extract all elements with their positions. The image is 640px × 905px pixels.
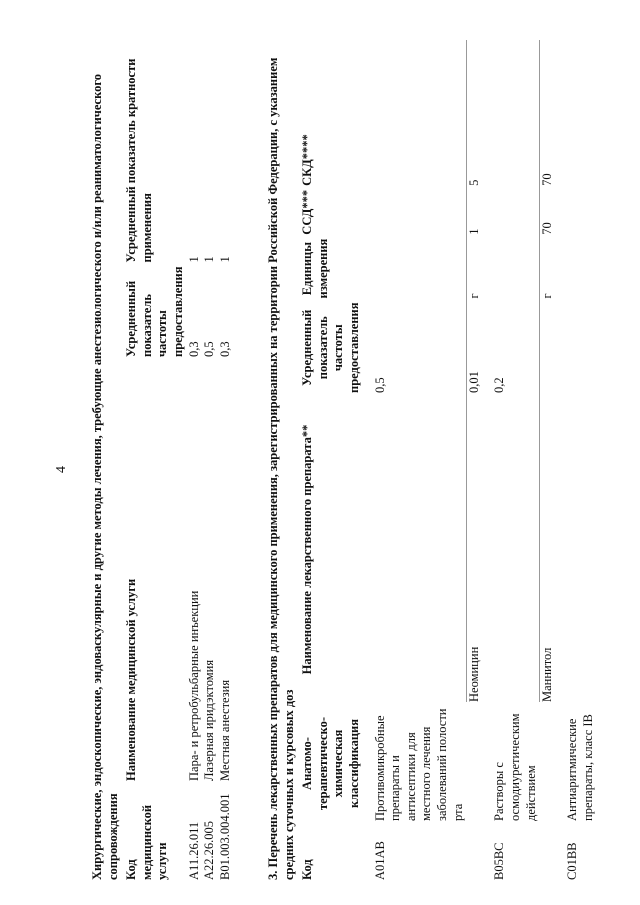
service-code: A22.26.005 — [202, 820, 217, 880]
header-multiplicity: Усредненный показатель кратности применения — [124, 58, 154, 263]
service-multiplicity: 1 — [202, 256, 217, 263]
service-name: Лазерная иридэктомия — [202, 659, 217, 781]
drug-name — [363, 393, 467, 702]
table-row — [218, 40, 234, 880]
drugs-table — [300, 40, 597, 880]
section1-title: Хирургические, эндоскопические, эндоваскулярные и другие методы лечения, требующие анестезиологического и/или реаниматологического сопровождения — [90, 74, 120, 880]
drug-code: A01AB — [372, 841, 387, 880]
header-unit: Единицы измерения — [300, 238, 330, 299]
drug-code: C01BB — [565, 842, 580, 880]
header-name: Наименование медицинской услуги — [124, 578, 138, 781]
service-code: A11.26.011 — [186, 821, 201, 880]
service-frequency: 0,3 — [217, 341, 232, 357]
header-atc: Анатомо-терапевтическо-химическая классификация — [300, 717, 361, 811]
service-name: Пара- и ретробульбарные инъекции — [186, 590, 201, 781]
services-table — [124, 40, 233, 880]
drug-ssd — [363, 186, 467, 235]
drug-ssd: 70 — [539, 186, 555, 235]
drug-unit: г — [539, 235, 555, 299]
drug-code: B05BC — [492, 842, 507, 880]
service-code: B01.003.004.001 — [217, 793, 232, 880]
drug-frequency: 0,5 — [372, 377, 387, 393]
table-row — [539, 40, 555, 880]
drug-name: Неомицин — [466, 393, 482, 702]
service-multiplicity: 1 — [217, 256, 232, 263]
drug-atc: Противомикробные препараты и антисептики для местного лечения заболеваний полости рта — [372, 708, 465, 821]
table-row — [202, 40, 218, 880]
document-body — [90, 40, 640, 880]
drug-unit — [363, 235, 467, 299]
service-frequency: 0,3 — [186, 341, 201, 357]
drug-frequency: 0,01 — [466, 298, 482, 393]
drug-name: Маннитол — [539, 393, 555, 702]
table-row — [363, 40, 467, 880]
service-name: Местная анестезия — [217, 679, 232, 781]
drug-atc: Антиаритмические препараты, класс IB — [565, 714, 595, 821]
drug-code — [539, 821, 555, 880]
table-row — [187, 40, 203, 880]
drug-skd — [363, 40, 467, 186]
table-header-row — [124, 40, 187, 880]
section3-title: 3. Перечень лекарственных препаратов для медицинского применения, зарегистрированных на территории Российской Федерации, с указанием средних суточных и курсовых доз — [266, 57, 296, 880]
drug-skd: 5 — [466, 40, 482, 186]
drug-unit — [555, 235, 596, 299]
header-code: Код медицинской услуги — [124, 804, 170, 880]
page-number: 4 — [54, 466, 69, 473]
service-frequency: 0,5 — [202, 341, 217, 357]
drug-ssd — [555, 186, 596, 235]
drug-skd: 70 — [539, 40, 555, 186]
table-row — [482, 40, 539, 880]
drug-frequency — [555, 298, 596, 393]
drug-frequency — [539, 298, 555, 393]
header-frequency: Усредненный показатель частоты предоставления — [124, 266, 185, 357]
drug-ssd: 1 — [466, 186, 482, 235]
header-skd: СКД**** — [300, 134, 314, 186]
drug-name — [555, 393, 596, 702]
drug-unit: г — [466, 235, 482, 299]
drug-skd — [555, 40, 596, 186]
drug-unit — [482, 235, 539, 299]
header-frequency: Усредненный показатель частоты предоставления — [300, 302, 361, 393]
drug-name — [482, 393, 539, 702]
table-header-row — [300, 40, 363, 880]
table-row — [466, 40, 482, 880]
header-drug-name: Наименование лекарственного препарата** — [300, 424, 314, 675]
drug-atc — [466, 702, 482, 821]
header-code: Код — [300, 859, 314, 880]
drug-atc: Растворы с осмодиуретическим действием — [492, 713, 538, 821]
drug-atc — [539, 702, 555, 821]
header-ssd: ССД*** — [300, 189, 314, 235]
service-multiplicity: 1 — [186, 256, 201, 263]
drug-code — [466, 821, 482, 880]
drug-ssd — [482, 186, 539, 235]
drug-skd — [482, 40, 539, 186]
table-row — [555, 40, 596, 880]
drug-frequency: 0,2 — [492, 377, 507, 393]
